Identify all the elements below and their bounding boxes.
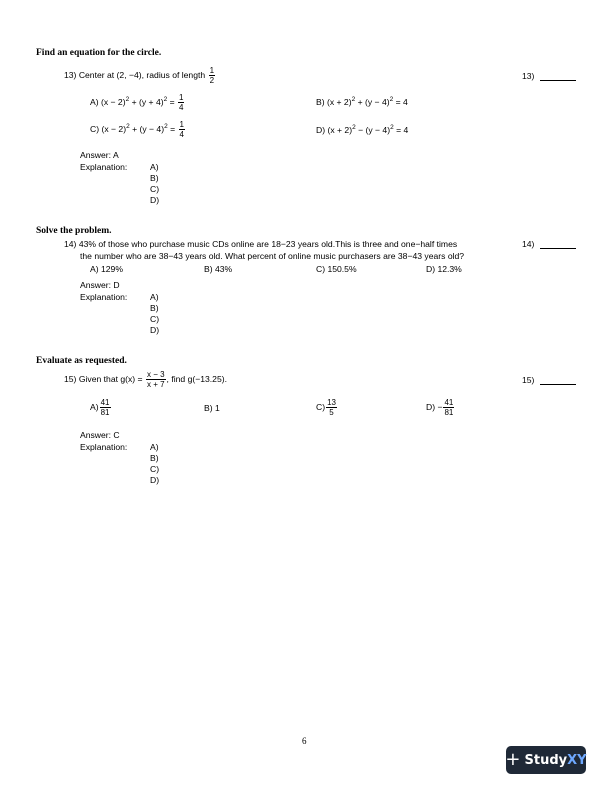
explanation-label-13: Explanation:	[80, 162, 128, 172]
choice-15-a: A) $\frac{41}{81}$	[90, 398, 110, 417]
radius-fraction: $\frac{1}{2}$	[209, 66, 215, 85]
explanation-label-15: Explanation:	[80, 442, 128, 452]
answer-blank-14[interactable]	[540, 248, 576, 249]
section-heading: Evaluate as requested.	[36, 356, 127, 366]
studyxy-logo	[506, 746, 586, 774]
question-number: 14)	[64, 239, 77, 249]
answer-number-13: 13)	[522, 71, 535, 81]
choice-13-a: A) $(x - 2)^2 + (y + 4)^2$ = $\frac{1}{4}$	[90, 93, 184, 112]
explanation-letters-13: A) B) C) D)	[150, 162, 160, 205]
choice-13-c: C) $(x - 2)^2 + (y - 4)^2$ = $\frac{1}{4}$	[90, 120, 184, 139]
explanation-label-14: Explanation:	[80, 292, 128, 302]
answer-number-14: 14)	[522, 239, 535, 249]
choice-14-d: D) 12.3%	[426, 264, 462, 274]
answer-blank-15[interactable]	[540, 384, 576, 385]
choice-15-b: B) 1	[204, 403, 220, 413]
answer-15: Answer: C	[80, 430, 120, 440]
question-text-line1: 43% of those who purchase music CDs online are 18−23 years old.This is three and one−half times	[78, 239, 458, 249]
brand-accent: XY	[567, 752, 587, 768]
function-fraction: $\frac{x - 3}{x + 7}$	[146, 370, 165, 389]
answer-13: Answer: A	[80, 150, 119, 160]
question-text: Center at (2, −4), radius of length	[78, 69, 206, 80]
section-heading: Solve the problem.	[36, 226, 112, 236]
choice-14-c: C) 150.5%	[316, 264, 357, 274]
choice-13-b: B) $(x + 2)^2 + (y - 4)^2 = 4$	[316, 96, 408, 107]
question-15: 15) Given that g(x) = $\frac{x - 3}{x + 7}$ , find g(−13.25).	[64, 370, 227, 389]
explanation-letters-14: A) B) C) D)	[150, 292, 160, 335]
answer-blank-13[interactable]	[540, 80, 576, 81]
brand-main: Study	[524, 752, 568, 768]
choice-14-b: B) 43%	[204, 264, 233, 274]
plus-icon: +	[505, 749, 521, 770]
section-heading: Find an equation for the circle.	[36, 48, 162, 58]
question-number: 13)	[64, 69, 77, 80]
question-14	[64, 239, 457, 249]
explanation-letters-15: A) B) C) D)	[150, 442, 160, 485]
choice-13-d: D) $(x + 2)^2 - (y - 4)^2 = 4$	[316, 124, 409, 135]
question-number: 15)	[64, 373, 77, 384]
choice-15-c: C) $\frac{13}{5}$	[316, 398, 336, 417]
question-text-line2: the number who are 38−43 years old. What percent of online music purchasers are 38−43 years old?	[80, 251, 465, 261]
answer-14: Answer: D	[80, 280, 120, 290]
choice-14-a: A) 129%	[90, 264, 123, 274]
question-13	[64, 66, 216, 85]
choice-15-d: D) − $\frac{41}{81}$	[426, 398, 454, 417]
answer-number-15: 15)	[522, 375, 535, 385]
page-number: 6	[302, 736, 307, 746]
